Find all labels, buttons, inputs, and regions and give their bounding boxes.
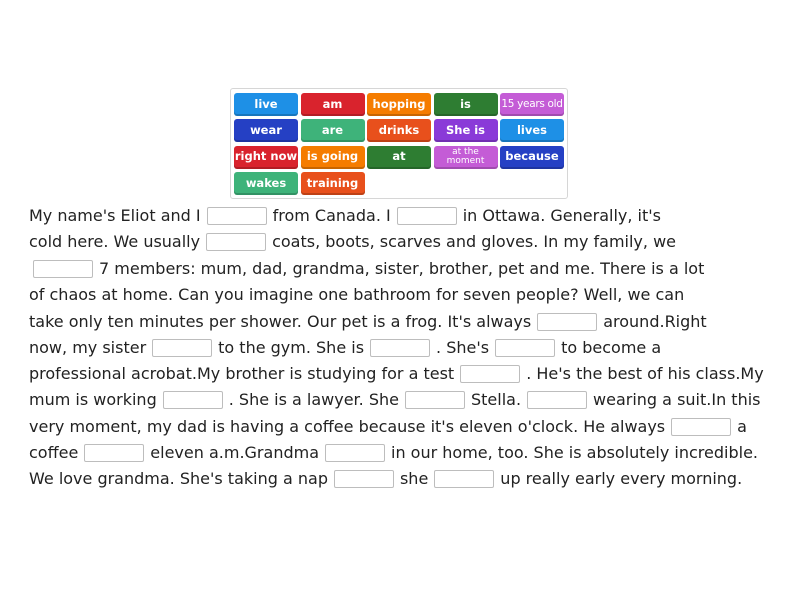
word-tile-at[interactable]: at [367, 146, 431, 169]
text-segment: to the gym. She is [218, 338, 365, 357]
word-tile-training[interactable]: training [301, 172, 365, 195]
text-segment: she [399, 469, 429, 488]
word-tile-wear[interactable]: wear [234, 119, 298, 142]
text-segment: in our home, too. She is absolutely incredible. [391, 443, 759, 462]
text-line-9 [29, 417, 747, 437]
word-tile-at-the-moment[interactable]: at the moment [434, 146, 498, 169]
answer-gap-16[interactable] [334, 470, 394, 488]
answer-gap-3[interactable] [206, 233, 266, 251]
answer-gap-14[interactable] [84, 444, 144, 462]
word-tile-15-years-old[interactable]: 15 years old [500, 93, 564, 116]
text-segment: wearing a suit.In this [593, 390, 761, 409]
text-line-7 [29, 364, 764, 384]
text-line-2 [29, 232, 676, 252]
answer-gap-9[interactable] [460, 365, 520, 383]
answer-gap-8[interactable] [495, 339, 555, 357]
text-segment: Stella. [470, 390, 522, 409]
text-segment: cold here. We usually [29, 232, 201, 251]
text-segment: My name's Eliot and I [29, 206, 201, 225]
answer-gap-7[interactable] [370, 339, 430, 357]
answer-gap-13[interactable] [671, 418, 731, 436]
text-segment: around.Right [603, 312, 707, 331]
text-line-8 [29, 390, 760, 410]
word-tile-lives[interactable]: lives [500, 119, 564, 142]
text-line-5 [29, 312, 707, 332]
text-segment: . He's the best of his class.My [526, 364, 764, 383]
answer-gap-12[interactable] [527, 391, 587, 409]
text-segment: . She's [436, 338, 490, 357]
text-segment: mum is working [29, 390, 157, 409]
text-segment: coffee [29, 443, 79, 462]
text-line-10 [29, 443, 758, 463]
word-tile-she-is[interactable]: She is [434, 119, 498, 142]
answer-gap-4[interactable] [33, 260, 93, 278]
word-tile-right-now[interactable]: right now [234, 146, 298, 169]
text-segment: . She is a lawyer. She [228, 390, 399, 409]
answer-gap-2[interactable] [397, 207, 457, 225]
word-tile-hopping[interactable]: hopping [367, 93, 431, 116]
answer-gap-11[interactable] [405, 391, 465, 409]
word-tile-is[interactable]: is [434, 93, 498, 116]
text-segment: eleven a.m.Grandma [150, 443, 319, 462]
text-segment: of chaos at home. Can you imagine one bathroom for seven people? Well, we can [29, 285, 685, 304]
text-segment: a [737, 417, 747, 436]
answer-gap-15[interactable] [325, 444, 385, 462]
text-segment: up really early every morning. [500, 469, 743, 488]
answer-gap-6[interactable] [152, 339, 212, 357]
answer-gap-10[interactable] [163, 391, 223, 409]
text-segment: from Canada. I [272, 206, 391, 225]
word-tile-live[interactable]: live [234, 93, 298, 116]
answer-gap-1[interactable] [207, 207, 267, 225]
text-segment: now, my sister [29, 338, 147, 357]
word-tile-because[interactable]: because [500, 146, 564, 169]
text-line-3 [27, 259, 704, 279]
answer-gap-17[interactable] [434, 470, 494, 488]
text-segment: coats, boots, scarves and gloves. In my family, we [272, 232, 676, 251]
word-tile-am[interactable]: am [301, 93, 365, 116]
text-segment: We love grandma. She's taking a nap [29, 469, 328, 488]
word-tile-drinks[interactable]: drinks [367, 119, 431, 142]
text-segment: in Ottawa. Generally, it's [462, 206, 661, 225]
text-segment: to become a [561, 338, 662, 357]
text-line-4 [29, 285, 684, 305]
text-segment: 7 members: mum, dad, grandma, sister, brother, pet and me. There is a lot [99, 259, 705, 278]
text-line-1 [29, 206, 661, 226]
word-tile-are[interactable]: are [301, 119, 365, 142]
text-segment: very moment, my dad is having a coffee because it's eleven o'clock. He always [29, 417, 666, 436]
answer-gap-5[interactable] [537, 313, 597, 331]
text-line-11 [29, 469, 742, 489]
word-tile-wakes[interactable]: wakes [234, 172, 298, 195]
text-segment: professional acrobat.My brother is studying for a test [29, 364, 455, 383]
word-tile-is-going[interactable]: is going [301, 146, 365, 169]
text-line-6 [29, 338, 661, 358]
text-segment: take only ten minutes per shower. Our pet is a frog. It's always [29, 312, 532, 331]
